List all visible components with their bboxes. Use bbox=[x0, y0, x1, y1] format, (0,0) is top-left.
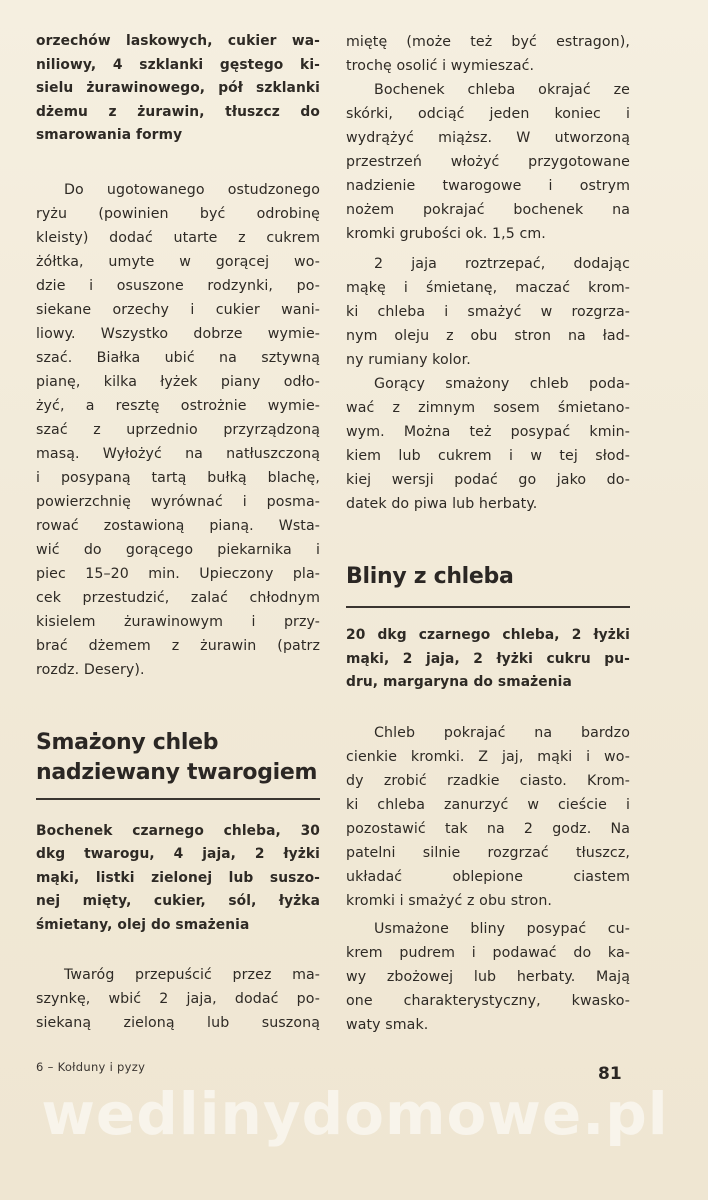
recipe2-method-paragraph bbox=[346, 917, 630, 1037]
text-line: Usmażone bliny posypać cu- bbox=[374, 920, 630, 937]
recipe1-method-paragraph bbox=[346, 78, 630, 246]
recipe1-method-continued bbox=[346, 30, 630, 78]
text-line: żyć, a resztę ostrożnie wymie- bbox=[36, 397, 320, 414]
text-line: ryżu (powinien być odrobinę bbox=[36, 205, 320, 222]
text-line: wy zbożowej lub herbaty. Mają bbox=[346, 968, 630, 985]
text-line: nadzienie twarogowe i ostrym bbox=[346, 178, 630, 194]
text-line: wać z zimnym sosem śmietano- bbox=[346, 400, 630, 416]
text-line: mąkę i śmietanę, maczać krom- bbox=[346, 280, 630, 296]
text-line: smarowania formy bbox=[36, 127, 183, 143]
text-line: szać. Białka ubić na sztywną bbox=[36, 349, 320, 366]
right-column bbox=[346, 28, 630, 1037]
text-line: Bochenek chleba okrajać ze bbox=[374, 82, 630, 98]
text-line: szynkę, wbić 2 jaja, dodać po- bbox=[36, 991, 320, 1007]
text-line: datek do piwa lub herbaty. bbox=[346, 496, 538, 512]
text-line: kromki i smażyć z obu stron. bbox=[346, 892, 553, 909]
text-line: rować zostawioną pianą. Wsta- bbox=[36, 517, 320, 534]
recipe2-ingredients bbox=[346, 624, 630, 695]
text-line: żółtka, umyte w gorącej wo- bbox=[36, 253, 320, 270]
text-line: wić do gorącego piekarnika i bbox=[36, 541, 320, 558]
text-line: kisielem żurawinowym i przy- bbox=[36, 613, 320, 630]
recipe1-title-line1: Smażony chleb bbox=[36, 729, 219, 755]
recipe1-ingredients bbox=[36, 820, 320, 938]
text-line: przestrzeń włożyć przygotowane bbox=[346, 154, 630, 170]
recipe2-title: Bliny z chleba bbox=[346, 564, 514, 589]
text-line: kiem lub cukrem i w tej słod- bbox=[346, 448, 630, 464]
text-line: nej mięty, cukier, sól, łyżka bbox=[36, 893, 320, 909]
text-line: dzie i osuszone rodzynki, po- bbox=[36, 277, 320, 294]
recipe1-method-paragraph bbox=[346, 252, 630, 372]
text-line: krem pudrem i podawać do ka- bbox=[346, 944, 630, 961]
text-line: szać z uprzednio przyrządzoną bbox=[36, 421, 320, 438]
text-line: dżemu z żurawin, tłuszcz do bbox=[36, 103, 320, 120]
page-number: 81 bbox=[598, 1064, 622, 1084]
text-line: sielu żurawinowego, pół szklanki bbox=[36, 80, 320, 96]
chapter-note: 6 – Kołduny i pyzy bbox=[36, 1060, 146, 1074]
text-line: Twaróg przepuścić przez ma- bbox=[64, 967, 320, 983]
section-divider bbox=[36, 798, 320, 800]
text-line: kiej wersji podać go jako do- bbox=[346, 472, 630, 488]
text-line: brać dżemem z żurawin (patrz bbox=[36, 637, 320, 654]
text-line: ki chleba zanurzyć w cieście i bbox=[346, 796, 630, 813]
intro-ingredients bbox=[36, 30, 320, 148]
text-line: cienkie kromki. Z jaj, mąki i wo- bbox=[346, 748, 630, 765]
text-line: skórki, odciąć jeden koniec i bbox=[346, 106, 630, 122]
text-line: ki chleba i smażyć w rozgrza- bbox=[346, 304, 630, 320]
text-line: układać oblepione ciastem bbox=[346, 868, 630, 885]
text-line: piec 15–20 min. Upieczony pla- bbox=[36, 565, 320, 582]
text-line: waty smak. bbox=[346, 1016, 429, 1033]
left-column bbox=[36, 28, 320, 1035]
watermark: wedlinydomowe.pl bbox=[41, 1080, 669, 1148]
text-line: Gorący smażony chleb poda- bbox=[374, 376, 630, 392]
text-line: dy zrobić rzadkie ciasto. Krom- bbox=[346, 772, 630, 789]
text-line: dru, margaryna do smażenia bbox=[346, 674, 572, 690]
text-line: Do ugotowanego ostudzonego bbox=[64, 181, 320, 198]
intro-method bbox=[36, 178, 320, 682]
text-line: dkg twarogu, 4 jaja, 2 łyżki bbox=[36, 846, 320, 862]
text-line: siekane orzechy i cukier wani- bbox=[36, 301, 320, 318]
text-line: siekaną zieloną lub suszoną bbox=[36, 1015, 320, 1031]
text-line: wydrążyć miąższ. W utworzoną bbox=[346, 130, 630, 146]
text-line: orzechów laskowych, cukier wa- bbox=[36, 33, 320, 49]
text-line: śmietany, olej do smażenia bbox=[36, 916, 250, 933]
recipe1-heading bbox=[36, 728, 320, 788]
text-line: patelni silnie rozgrzać tłuszcz, bbox=[346, 844, 630, 861]
recipe1-method-paragraph bbox=[346, 372, 630, 516]
text-line: 20 dkg czarnego chleba, 2 łyżki bbox=[346, 627, 630, 643]
text-line: powierzchnię wyrównać i posma- bbox=[36, 493, 320, 510]
text-line: 2 jaja roztrzepać, dodając bbox=[374, 256, 630, 272]
text-line: mąki, 2 jaja, 2 łyżki cukru pu- bbox=[346, 650, 630, 667]
text-line: Chleb pokrajać na bardzo bbox=[374, 724, 630, 741]
text-line: miętę (może też być estragon), bbox=[346, 34, 630, 50]
recipe2-method-paragraph bbox=[346, 721, 630, 913]
text-line: mąki, listki zielonej lub suszo- bbox=[36, 869, 320, 886]
text-line: cek przestudzić, zalać chłodnym bbox=[36, 589, 320, 606]
text-line: pianę, kilka łyżek piany odło- bbox=[36, 373, 320, 390]
text-line: nym oleju z obu stron na ład- bbox=[346, 328, 630, 344]
text-line: wym. Można też posypać kmin- bbox=[346, 424, 630, 440]
text-line: niliowy, 4 szklanki gęstego ki- bbox=[36, 56, 320, 73]
text-line: Bochenek czarnego chleba, 30 bbox=[36, 822, 320, 839]
recipe1-title-line2: nadziewany twarogiem bbox=[36, 759, 318, 785]
section-divider bbox=[346, 606, 630, 608]
text-line: ny rumiany kolor. bbox=[346, 352, 471, 368]
text-line: liowy. Wszystko dobrze wymie- bbox=[36, 325, 320, 342]
text-line: one charakterystyczny, kwasko- bbox=[346, 992, 630, 1009]
text-line: i posypaną tartą bułką blachę, bbox=[36, 469, 320, 486]
text-line: kleisty) dodać utarte z cukrem bbox=[36, 229, 320, 246]
text-line: rozdz. Desery). bbox=[36, 661, 145, 678]
text-line: trochę osolić i wymieszać. bbox=[346, 58, 535, 74]
text-line: pozostawić tak na 2 godz. Na bbox=[346, 820, 630, 837]
text-line: kromki grubości ok. 1,5 cm. bbox=[346, 226, 546, 242]
text-line: masą. Wyłożyć na natłuszczoną bbox=[36, 445, 320, 462]
recipe1-method bbox=[36, 963, 320, 1035]
text-line: nożem pokrajać bochenek na bbox=[346, 202, 630, 218]
